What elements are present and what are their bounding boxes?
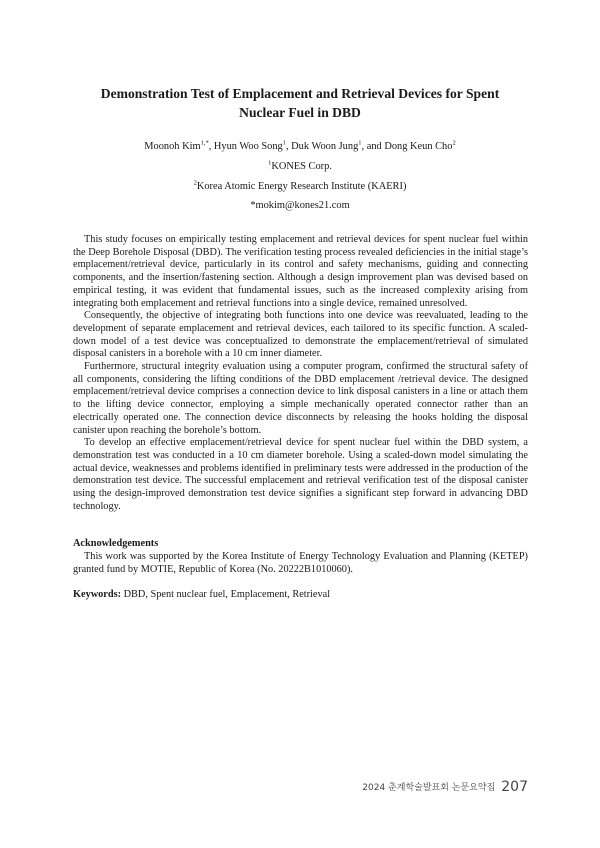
acknowledgements-text: This work was supported by the Korea Institute of Energy Technology Evaluation and Planning (KETEP) granted fund by MOTIE, Republic of Korea (No. 20222B1010060). [73,551,528,575]
keywords [73,589,330,600]
affiliation-mark: 2 [193,179,197,187]
affiliation-1 [60,160,540,174]
author-affiliation-mark: 1 [358,139,362,147]
author-list [60,140,540,154]
author-name: Moonoh Kim [144,141,201,152]
page-number: 207 [501,778,528,795]
keywords-text: DBD, Spent nuclear fuel, Emplacement, Retrieval [121,589,331,600]
author-affiliation-mark: 1 [282,139,286,147]
abstract-paragraph: Consequently, the objective of integrating both functions into one device was reevaluated, leading to the development of separate emplacement and retrieval devices, each tailored to its specific function. A scaled-down model of a test device was conceptualized to demonstrate the emplacement/retrieval of simulated disposal canisters in a borehole with a 10 cm inner diameter. [73,310,528,360]
author-name: , Duk Woon Jung [285,141,359,152]
corresponding-email: *mokim@kones21.com [250,200,350,211]
abstract [73,234,528,513]
affiliation-2 [60,180,540,194]
affiliation-mark: 1 [268,159,272,167]
abstract-paragraph: To develop an effective emplacement/retrieval device for spent nuclear fuel within the DBD system, a demonstration test was conducted in a 10 cm diameter borehole. Using a scaled-down model simulating the actual device, weaknesses and problems identified in preliminary tests were addressed in the production of the demonstration test device. The successful emplacement and retrieval verification test of the disposal canister using the design-improved demonstration test device signifies a significant step forward in advancing DBD technology. [73,437,528,512]
affiliation-text: Korea Atomic Energy Research Institute (KAERI) [196,181,407,192]
title-line-2: Nuclear Fuel in DBD [239,105,361,120]
abstract-paragraph: This study focuses on empirically testing emplacement and retrieval devices for spent nuclear fuel within the Deep Borehole Disposal (DBD). The verification testing process revealed deficiencies in the initial stage’s emplacement/retrieval device, particularly in its control and safety mechanisms, guiding and connecting components, and the insertion/fastening section. Although a design improvement plan was devised based on empirical testing, it was evident that fundamental issues, such as the increased complexity arising from integrating both emplacement and retrieval functions into a single device, remained unresolved. [73,234,528,309]
paper-title [60,84,540,122]
title-line-1: Demonstration Test of Emplacement and Retrieval Devices for Spent [100,86,500,101]
author-affiliation-mark: 2 [452,139,456,147]
abstract-paragraph: Furthermore, structural integrity evaluation using a computer program, confirmed the structural safety of all components, considering the lifting conditions of the DBD emplacement /retrieval device. The designed emplacement/retrieval device comprises a connection device to link disposal canisters in a line or attach them to the lifting device connector, employing a simple mechanically operated connector rather than an electrically operated one. The connection device disconnects by releasing the hooks holding the disposal canister upon reaching the borehole’s bottom. [73,361,528,436]
author-name: , and Dong Keun Cho [361,141,453,152]
keywords-label: Keywords: [73,589,122,600]
author-name: , Hyun Woo Song [208,141,283,152]
affiliation-text: KONES Corp. [271,161,332,172]
author-affiliation-mark: 1,* [200,139,209,147]
publication-name: 2024 춘계학술발표회 논문요약집 [362,783,496,793]
acknowledgements-heading: Acknowledgements [73,538,159,549]
page-footer [362,776,528,795]
